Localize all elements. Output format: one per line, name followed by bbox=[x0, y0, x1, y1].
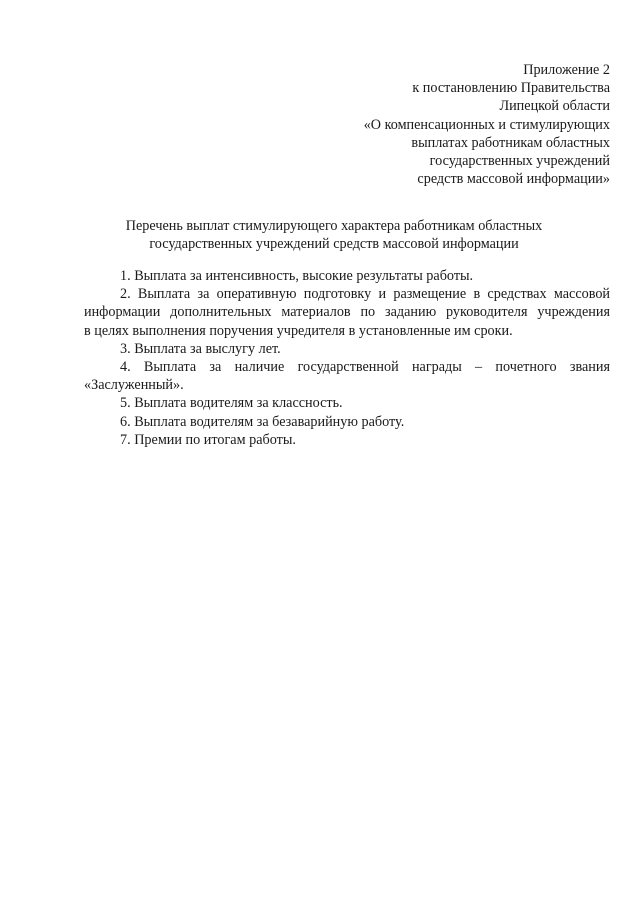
appendix-line: государственных учреждений bbox=[429, 153, 610, 170]
appendix-line: Липецкой области bbox=[499, 98, 610, 115]
list-item: 6. Выплата водителям за безаварийную работу. bbox=[120, 413, 405, 430]
appendix-line: выплатах работникам областных bbox=[411, 134, 610, 151]
list-item: 1. Выплата за интенсивность, высокие результаты работы. bbox=[120, 268, 474, 284]
list-item bbox=[84, 358, 610, 394]
appendix-header bbox=[310, 61, 610, 188]
list-item-line: 2. Выплата за оперативную подготовку и размещение в средствах массовой bbox=[120, 286, 610, 303]
list-item bbox=[84, 285, 610, 340]
list-item-line: 4. Выплата за наличие государственной награды – почетного звания bbox=[120, 359, 610, 376]
title-line: Перечень выплат стимулирующего характера работникам областных bbox=[125, 218, 543, 234]
appendix-line: Приложение 2 bbox=[523, 62, 610, 78]
list-item: 5. Выплата водителям за классность. bbox=[120, 395, 343, 412]
list-item-line: в целях выполнения поручения учредителя в установленные им сроки. bbox=[84, 322, 513, 339]
appendix-line: к постановлению Правительства bbox=[412, 80, 610, 97]
list-item-line: «Заслуженный». bbox=[84, 377, 184, 394]
appendix-line: средств массовой информации» bbox=[417, 171, 610, 188]
document-title bbox=[84, 217, 584, 253]
list-item: 3. Выплата за выслугу лет. bbox=[120, 340, 281, 357]
list-item: 7. Премии по итогам работы. bbox=[120, 431, 296, 448]
list-item-line: информации дополнительных материалов по заданию руководителя учреждения bbox=[84, 304, 610, 321]
title-line: государственных учреждений средств массовой информации bbox=[149, 236, 519, 253]
appendix-line: «О компенсационных и стимулирующих bbox=[363, 116, 610, 133]
payments-list bbox=[84, 267, 610, 449]
